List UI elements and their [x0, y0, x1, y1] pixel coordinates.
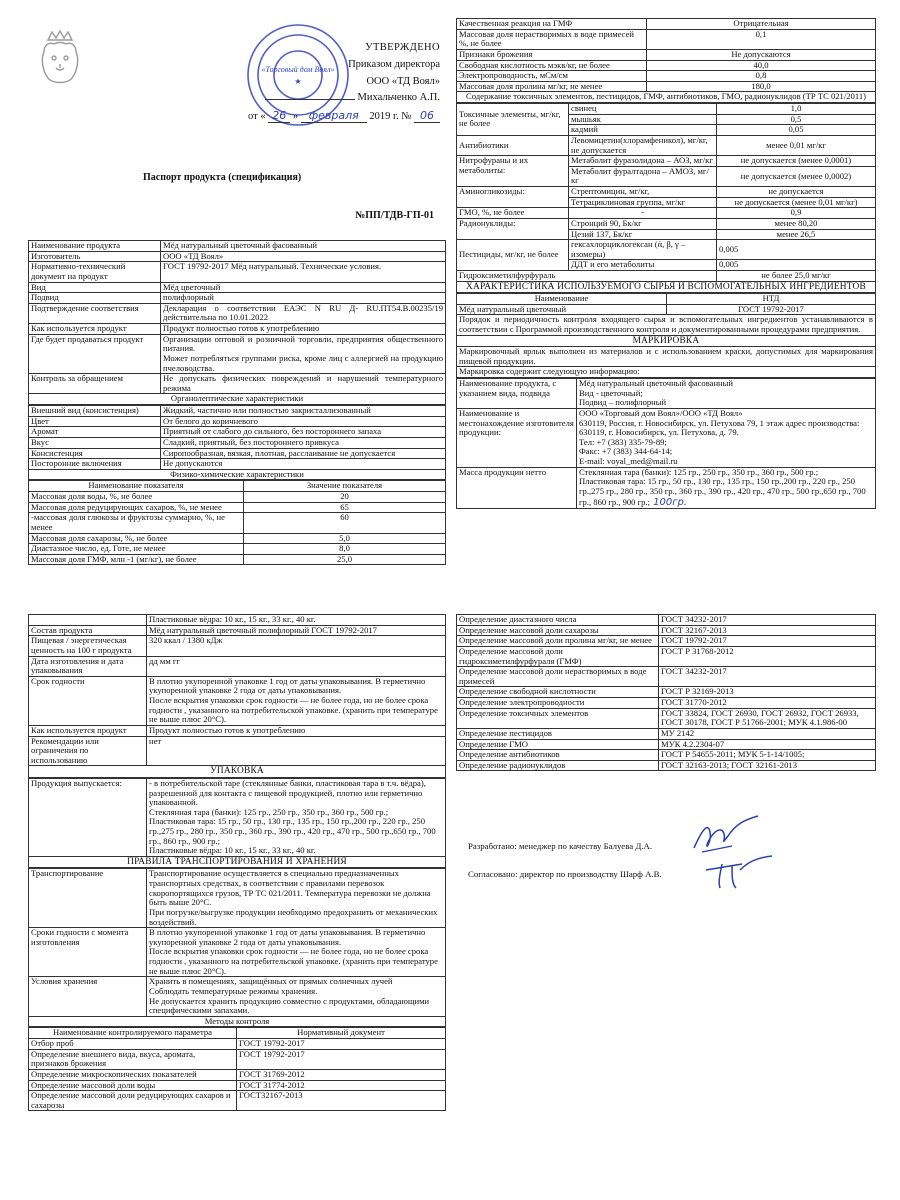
p3-top-table — [28, 614, 446, 766]
marking-text: Маркировочный ярлык выполнен из материалов и с использованием краски, допустимых для маркирования пищевой продукции. — [456, 347, 876, 367]
table-row — [29, 1028, 446, 1039]
p3-label: Рекомендации или ограничения по использованию — [29, 736, 147, 766]
field-label: Вид — [29, 282, 161, 293]
method-doc: ГОСТ 34232-2017 — [659, 667, 876, 687]
table-row — [457, 81, 876, 92]
table-row — [29, 448, 446, 459]
antibiotics-name: Левомицетин(хлорамфеникол), мг/кг, не допускается — [569, 135, 717, 155]
table-row — [29, 374, 446, 394]
transport-value: Транспортирование осуществляется в специально предназначенных транспортных средствах, в соответствии с правилами перевозок скоропортящихся грузов, ТР ТС 021/2011. Температура перевозки не должна быть выше 20°С. При погрузке/выгрузке продукции необходимо предохранить от механических воздействий. — [147, 869, 446, 928]
table-row — [457, 271, 876, 282]
table-row — [29, 869, 446, 928]
raw-head-name: Наименование — [457, 294, 667, 305]
table-row — [29, 554, 446, 565]
physchem-label: Массовая доля ГМФ, млн -1 (мг/кг), не более — [29, 554, 244, 565]
table-row — [457, 294, 876, 305]
methods-title: Методы контроля — [28, 1017, 446, 1028]
quality-label: Свободная кислотность мэкв/кг, не более — [457, 60, 647, 71]
method-doc: ГОСТ 33824, ГОСТ 26930, ГОСТ 26932, ГОСТ 26933, ГОСТ 30178, ГОСТ Р 51766-2001; МУК 4.1.986-00 — [659, 708, 876, 728]
date-year: 2019 г. № — [369, 111, 412, 123]
physchem-label: Диастазное число, ед. Готе, не менее — [29, 544, 244, 555]
pack-title: УПАКОВКА — [28, 766, 446, 778]
field-value: Не допускать физических повреждений и нарушений температурного режима — [161, 374, 446, 394]
table-row — [29, 481, 446, 492]
table-row — [457, 60, 876, 71]
method-label: Определение электропроводности — [457, 698, 659, 709]
marking-label: Масса продукции нетто — [457, 467, 577, 508]
table-row — [29, 502, 446, 513]
raw-title: ХАРАКТЕРИСТИКА ИСПОЛЬЗУЕМОГО СЫРЬЯ И ВСПОМОГАТЕЛЬНЫХ ИНГРЕДИЕНТОВ — [456, 282, 876, 294]
table-row — [29, 636, 446, 656]
organo-label: Внешний вид (консистенция) — [29, 406, 161, 417]
table-row — [29, 1080, 446, 1091]
p3-label: Дата изготовления и дата упаковывания — [29, 656, 147, 676]
toxic-element-value: 0,05 — [717, 125, 876, 136]
field-value: полифлорный — [161, 293, 446, 304]
pack-label: Продукция выпускается: — [29, 778, 147, 856]
general-table — [28, 240, 446, 394]
agreed-by: Согласовано: директор по производству Шарф А.В. — [468, 869, 662, 879]
organo-label: Вкус — [29, 437, 161, 448]
p3-label: Пищевая / энергетическая ценность на 100 г продукта — [29, 636, 147, 656]
table-row — [457, 687, 876, 698]
physchem-label: Массовая доля редуцирующих сахаров, %, не менее — [29, 502, 244, 513]
table-row — [457, 218, 876, 229]
table-row — [29, 262, 446, 282]
method-label: Определение диастазного числа — [457, 615, 659, 626]
table-row — [457, 240, 876, 260]
methods-table — [28, 1027, 446, 1111]
method-label: Определение токсичных элементов — [457, 708, 659, 728]
approve-line2: ООО «ТД Воял» — [366, 75, 440, 87]
p3-label: Срок годности — [29, 676, 147, 725]
quality-value: 180,0 — [647, 81, 876, 92]
p3-label: Состав продукта — [29, 625, 147, 636]
organo-value: Сладкий, приятный, без постороннего привкуса — [161, 437, 446, 448]
field-label: Как используется продукт — [29, 324, 161, 335]
signature-2 — [702, 850, 778, 894]
method-label: Определение массовой доли гидроксиметилфурфураля (ГМФ) — [457, 646, 659, 666]
field-label: Наименование продукта — [29, 241, 161, 252]
transport-label: Условия хранения — [29, 977, 147, 1017]
marking-label: Наименование и местонахождение изготовителя продукции: — [457, 408, 577, 467]
raw-table — [456, 293, 876, 315]
document-title: Паспорт продукта (спецификация) — [143, 172, 302, 183]
approve-signer-line — [248, 90, 440, 107]
marking-value: Стеклянная тара (банки): 125 гр., 250 гр., 350 гр., 360 гр., 500 гр.; Пластиковая тара: 15 гр., 50 гр., 130 гр., 135 гр., 150 гр.,200 гр., 220 гр., 250 гр.,275 гр., 280 гр., 350 гр., 360 гр., 390 гр., 420 гр., 470 гр., 500 гр.,650 гр., 700 гр., 860 гр., 900 гр.; 100гр. — [577, 467, 876, 508]
methods-head-name: Наименование контролируемого параметра — [29, 1028, 237, 1039]
quality-value: Отрицательная — [647, 19, 876, 30]
method-label: Определение внешнего вида, вкуса, аромата, признаков брожения — [29, 1049, 237, 1069]
approve-signer: Михальченко А.П. — [357, 92, 440, 104]
organo-value: Не допускаются — [161, 459, 446, 470]
table-row — [457, 615, 876, 626]
methods2-table — [456, 614, 876, 771]
table-row — [457, 667, 876, 687]
table-row — [29, 513, 446, 533]
raw-ntd: ГОСТ 19792-2017 — [667, 304, 876, 315]
quality-label: Массовая доля пролина мг/кг, не менее — [457, 81, 647, 92]
stamp-inner: ★ — [294, 77, 302, 86]
method-label: Определение массовой доли нерастворимых в воде примесей — [457, 667, 659, 687]
page-1 — [28, 18, 446, 608]
table-row — [29, 282, 446, 293]
method-label: Определение массовой доли редуцирующих сахаров и сахарозы — [29, 1091, 237, 1111]
organo-label: Консистенция — [29, 448, 161, 459]
table-row — [29, 656, 446, 676]
table-row — [457, 187, 876, 198]
table-row — [29, 1049, 446, 1069]
quality-label: Качественная реакция на ГМФ — [457, 19, 647, 30]
p3-value: нет — [147, 736, 446, 766]
table-row — [29, 324, 446, 335]
approve-title: УТВЕРЖДЕНО — [365, 42, 440, 53]
organo-value: Сиропообразная, вязкая, плотная, расслаивание не допускается — [161, 448, 446, 459]
table-row — [457, 739, 876, 750]
organo-value: Жидкий, частично или полностью закристаллизованный — [161, 406, 446, 417]
table-row — [29, 928, 446, 977]
aminoglycoside-value: не допускается — [717, 187, 876, 198]
toxic-element-value: 1,0 — [717, 104, 876, 115]
field-value: Продукт полностью готов к употреблению — [161, 324, 446, 335]
approve-date — [248, 107, 440, 126]
method-label: Отбор проб — [29, 1039, 237, 1050]
field-label: Контроль за обращением — [29, 374, 161, 394]
table-row — [29, 406, 446, 417]
organo-label: Посторонние включения — [29, 459, 161, 470]
table-row — [457, 760, 876, 771]
table-row — [457, 408, 876, 467]
gmo-method: - — [569, 208, 717, 219]
pesticide-name: гексахлорциклогексан (ά, β, γ – изомеры) — [569, 240, 717, 260]
table-row — [457, 728, 876, 739]
quality-value: 0,1 — [647, 29, 876, 49]
developed-by: Разработано: менеджер по качеству Балуева Д.А. — [468, 841, 653, 851]
field-label: Подтверждение соответствия — [29, 303, 161, 323]
table-row — [457, 135, 876, 155]
bear-logo-icon — [34, 30, 86, 90]
physchem-head-name: Наименование показателя — [29, 481, 244, 492]
aminoglycoside-name: Тетрациклиновая группа, мг/кг — [569, 197, 717, 208]
antibiotics-label: Антибиотики — [457, 135, 569, 155]
table-row — [457, 636, 876, 647]
table-row — [29, 1091, 446, 1111]
method-doc: ГОСТ 34232-2017 — [659, 615, 876, 626]
method-doc: ГОСТ 31769-2012 — [237, 1069, 446, 1080]
quality-value: 40,0 — [647, 60, 876, 71]
radionuclides-label: Радионуклиды: — [457, 218, 569, 239]
field-value: Декларация о соответствии ЕАЭС N RU Д- RU.ПТ54.В.00235/19 действительна по 10.01.2022 — [161, 303, 446, 323]
nitrofuran-value: не допускается (менее 0,0001) — [717, 156, 876, 167]
aminoglycoside-name: Стрептомицин, мг/кг, — [569, 187, 717, 198]
nitrofuran-name: Метаболит фуразолидона – АОЗ, мг/кг — [569, 156, 717, 167]
method-doc: ГОСТ 32163-2013; ГОСТ 32161-2013 — [659, 760, 876, 771]
marking-value: ООО «Торговый дом Воял»/ООО «ТД Воял» 630119, Россия, г. Новосибирск, ул. Петухова 79, 1 этаж адрес производства: 630119, г. Новосибирск, ул. Петухова, д. 79. Тел: +7 (383) 335-79-89; Факс: +7 (383) 344-64-14; E-mail: voyal_med@mail.ru — [577, 408, 876, 467]
table-row — [29, 778, 446, 856]
toxic-table — [456, 103, 876, 282]
hmf-label: Гидроксиметилфурфураль — [457, 271, 717, 282]
method-doc: ГОСТ 19792-2017 — [659, 636, 876, 647]
table-row — [29, 492, 446, 503]
method-doc: ГОСТ Р 54655-2011; МУК 5-1-14/1005; — [659, 750, 876, 761]
p3-value: 320 ккал / 1380 кДж — [147, 636, 446, 656]
radionuclide-value: менее 26,5 — [717, 229, 876, 240]
organo-label: Цвет — [29, 416, 161, 427]
method-label: Определение ГМО — [457, 739, 659, 750]
physchem-value: 60 — [244, 513, 446, 533]
p3-value: В плотно укупоренной упаковке 1 год от даты упаковывания. В герметично укупоренной упаковке 2 года от даты упаковывания. После вскрытия упаковки срок годности — не более года, но не более срока годности , указанного на потребительской упаковке. (хранить при температуре не выше плюс 20°С). — [147, 676, 446, 725]
physchem-value: 20 — [244, 492, 446, 503]
table-row — [29, 416, 446, 427]
table-row — [29, 544, 446, 555]
quality-label: Признаки брожения — [457, 49, 647, 60]
raw-head-ntd: НТД — [667, 294, 876, 305]
p3-label: Как используется продукт — [29, 725, 147, 736]
date-mid: » — [292, 111, 299, 123]
table-row — [457, 379, 876, 409]
transport-value: Хранить в помещениях, защищённых от прямых солнечных лучей Соблюдать температурные режимы хранения. Не допускается хранить продукцию совместно с продуктами, обладающими специфическими запахами. — [147, 977, 446, 1017]
date-number: 06 — [414, 109, 440, 123]
table-row — [29, 427, 446, 438]
method-label: Определение радионуклидов — [457, 760, 659, 771]
transport-value: В плотно укупоренной упаковке 1 год от даты упаковывания. В герметично укупоренной упаковке 2 года от даты упаковывания. После вскрытия упаковки срок годности — не более года, но не более срока годности , указанного на потребительской упаковке. (хранить при температуре не выше плюс 20°С). — [147, 928, 446, 977]
table-row — [457, 304, 876, 315]
quality-value: 0,8 — [647, 71, 876, 82]
p3-value: дд мм гг — [147, 656, 446, 676]
physchem-value: 25,0 — [244, 554, 446, 565]
toxic-element-name: мышьяк — [569, 114, 717, 125]
table-row — [29, 293, 446, 304]
field-value: Мёд цветочный — [161, 282, 446, 293]
method-doc: ГОСТ Р 31768-2012 — [659, 646, 876, 666]
table-row — [29, 241, 446, 252]
table-row — [457, 208, 876, 219]
buckets-cell: Пластиковые вёдра: 10 кг., 15 кг., 33 кг., 40 кг. — [147, 615, 446, 626]
transport-title: ПРАВИЛА ТРАНСПОРТИРОВАНИЯ И ХРАНЕНИЯ — [28, 857, 446, 869]
physchem-table — [28, 480, 446, 565]
table-row — [457, 19, 876, 30]
quality-label: Массовая доля нерастворимых в воде примесей %, не более — [457, 29, 647, 49]
pesticides-label: Пестициды, мг/кг, не более — [457, 240, 569, 271]
p3-value: Продукт полностью готов к употреблению — [147, 725, 446, 736]
transport-table — [28, 868, 446, 1016]
table-row — [29, 334, 446, 374]
toxic-element-name: свинец — [569, 104, 717, 115]
aminoglycoside-value: не допускается (менее 0,01 мг/кг) — [717, 197, 876, 208]
raw-text: Порядок и периодичность контроля входящего сырья и вспомогательных ингредиентов устанавливаются в соответствии с Программой производственного контроля и документированными процедурами предприятия. — [456, 315, 876, 335]
spec-block — [28, 240, 446, 565]
table-row — [457, 708, 876, 728]
table-row — [29, 303, 446, 323]
nitrofuran-name: Метаболит фуралтадона – АМОЗ, мг/кг — [569, 166, 717, 186]
field-label: Нормативно-технический документ на продукт — [29, 262, 161, 282]
organo-label: Аромат — [29, 427, 161, 438]
physchem-label: -массовая доля глюкозы и фруктозы суммарно, %, не менее — [29, 513, 244, 533]
table-row — [457, 467, 876, 508]
method-label: Определение массовой доли пролина мг/кг, не менее — [457, 636, 659, 647]
table-row — [29, 736, 446, 766]
page-4 — [456, 614, 876, 914]
table-row — [29, 437, 446, 448]
method-doc: ГОСТ 19792-2017 — [237, 1049, 446, 1069]
field-value: Мёд натуральный цветочный фасованный — [161, 241, 446, 252]
page-3 — [28, 614, 446, 1194]
table-row — [457, 750, 876, 761]
organo-value: Приятный от слабого до сильного, без постороннего запаха — [161, 427, 446, 438]
toxic-group-label: Токсичные элементы, мг/кг, не более — [457, 104, 569, 136]
field-value: ГОСТ 19792-2017 Мёд натуральный. Технические условия. — [161, 262, 446, 282]
field-value: Организации оптовой и розничной торговли, предприятия общественного питания. Может потребляться группами риска, кроме лиц с аллергией на продукцию пчеловодства. — [161, 334, 446, 374]
table-row — [29, 1039, 446, 1050]
transport-label: Сроки годности с момента изготовления — [29, 928, 147, 977]
radionuclide-value: менее 80,20 — [717, 218, 876, 229]
toxic-element-name: кадмий — [569, 125, 717, 136]
pesticide-value: 0,005 — [717, 260, 876, 271]
table-row — [29, 251, 446, 262]
aminoglycosides-label: Аминогликозиды: — [457, 187, 569, 208]
quality-label: Электропроводность, мСм/см — [457, 71, 647, 82]
quality-value: Не допускаются — [647, 49, 876, 60]
physchem-head-value: Значение показателя — [244, 481, 446, 492]
method-doc: ГОСТ 31770-2012 — [659, 698, 876, 709]
p3-value: Мёд натуральный цветочный полифлорный ГОСТ 19792-2017 — [147, 625, 446, 636]
method-doc: ГОСТ Р 32169-2013 — [659, 687, 876, 698]
gmo-label: ГМО, %, не более — [457, 208, 569, 219]
table-row — [29, 977, 446, 1017]
method-doc: ГОСТ 31774-2012 — [237, 1080, 446, 1091]
physchem-value: 5,0 — [244, 533, 446, 544]
physchem-value: 65 — [244, 502, 446, 513]
toxic-element-value: 0,5 — [717, 114, 876, 125]
method-doc: МУК 4.2.2304-07 — [659, 739, 876, 750]
field-label: Изготовитель — [29, 251, 161, 262]
method-label: Определение свободной кислотности — [457, 687, 659, 698]
method-label: Определение антибиотиков — [457, 750, 659, 761]
organoleptic-table — [28, 405, 446, 470]
field-label: Где будет продаваться продукт — [29, 334, 161, 374]
hmf-value: не более 25,0 мг/кг — [717, 271, 876, 282]
date-month: февраля — [301, 109, 367, 123]
mass-handwritten: 100гр. — [649, 496, 688, 508]
field-label: Подвид — [29, 293, 161, 304]
stamp-text: «Торговый дом Воял» — [261, 65, 335, 74]
radionuclide-name: Цезий 137, Бк/кг — [569, 229, 717, 240]
method-doc: МУ 2142 — [659, 728, 876, 739]
empty-cell — [29, 615, 147, 626]
table-row — [29, 615, 446, 626]
quality-table — [456, 18, 876, 92]
organoleptic-title: Органолептические характеристики — [28, 394, 446, 405]
physchem-label: Массовая доля воды, %, не более — [29, 492, 244, 503]
table-row — [457, 71, 876, 82]
method-label: Определение пестицидов — [457, 728, 659, 739]
transport-label: Транспортирование — [29, 869, 147, 928]
table-row — [457, 29, 876, 49]
table-row — [457, 104, 876, 115]
physchem-title: Физико-химические характеристики — [28, 470, 446, 481]
marking-table — [456, 378, 876, 509]
marking-title: МАРКИРОВКА — [456, 336, 876, 348]
marking-label: Наименование продукта, с указанием вида, подвида — [457, 379, 577, 409]
method-doc: ГОСТ 32167-2013 — [659, 625, 876, 636]
methods-head-doc: Нормативный документ — [237, 1028, 446, 1039]
raw-name: Мёд натуральный цветочный — [457, 304, 667, 315]
organo-value: От белого до коричневого — [161, 416, 446, 427]
pack-text: - в потребительской таре (стеклянные банки, пластиковая тара в т.ч. вёдра), разрешенной для контакта с пищевой продукцией, плотно или герметично упакованной. Стеклянная тара (банки): 125 гр., 250 гр., 350 гр., 360 гр., 500 гр.; Пластиковая тара: 15 гр., 50 гр., 130 гр., 135 гр., 150 гр.,200 гр., 220 гр., 250 гр.,275 гр., 280 гр., 350 гр., 360 гр., 390 гр., 420 гр., 470 гр., 500 гр.,650 гр., 700 гр., 860 гр., 900 гр.; Пластиковые вёдра: 10 кг., 15 кг., 33 кг., 40 кг. — [147, 778, 446, 856]
gmo-value: 0,9 — [717, 208, 876, 219]
antibiotics-value: менее 0,01 мг/кг — [717, 135, 876, 155]
table-row — [29, 625, 446, 636]
method-label: Определение массовой доли воды — [29, 1080, 237, 1091]
table-row — [29, 459, 446, 470]
radionuclide-name: Стронций 90, Бк/кг — [569, 218, 717, 229]
table-row — [457, 156, 876, 167]
method-label: Определение микроскопических показателей — [29, 1069, 237, 1080]
pesticide-name: ДДТ и его метаболиты — [569, 260, 717, 271]
approval-block — [248, 40, 440, 126]
approve-line1: Приказом директора — [348, 58, 440, 70]
method-doc: ГОСТ32167-2013 — [237, 1091, 446, 1111]
method-label: Определение массовой доли сахарозы — [457, 625, 659, 636]
physchem-label: Массовая доля сахарозы, %, не более — [29, 533, 244, 544]
table-row — [457, 49, 876, 60]
date-prefix: от « — [248, 111, 266, 123]
page-2 — [456, 18, 876, 608]
table-row — [457, 698, 876, 709]
toxic-title: Содержание токсичных элементов, пестицидов, ГМФ, антибиотиков, ГМО, радионуклидов (ТР ТС 021/2011) — [456, 92, 876, 103]
marking-contains: Маркировка содержит следующую информацию: — [456, 367, 876, 378]
table-row — [457, 625, 876, 636]
pack-table — [28, 778, 446, 857]
table-row — [29, 725, 446, 736]
table-row — [29, 676, 446, 725]
document-number: №ПП/ТДВ-ГП-01 — [355, 210, 434, 221]
field-value: ООО «ТД Воял» — [161, 251, 446, 262]
method-doc: ГОСТ 19792-2017 — [237, 1039, 446, 1050]
table-row — [29, 1069, 446, 1080]
table-row — [29, 533, 446, 544]
marking-value: Мёд натуральный цветочный фасованный Вид - цветочный; Подвид – полифлорный — [577, 379, 876, 409]
physchem-value: 8,0 — [244, 544, 446, 555]
table-row — [457, 646, 876, 666]
nitrofuran-value: не допускается (менее 0,0002) — [717, 166, 876, 186]
nitrofurans-label: Нитрофураны и их метаболиты: — [457, 156, 569, 187]
date-day: 26 — [268, 109, 290, 123]
pesticide-value: 0,005 — [717, 240, 876, 260]
